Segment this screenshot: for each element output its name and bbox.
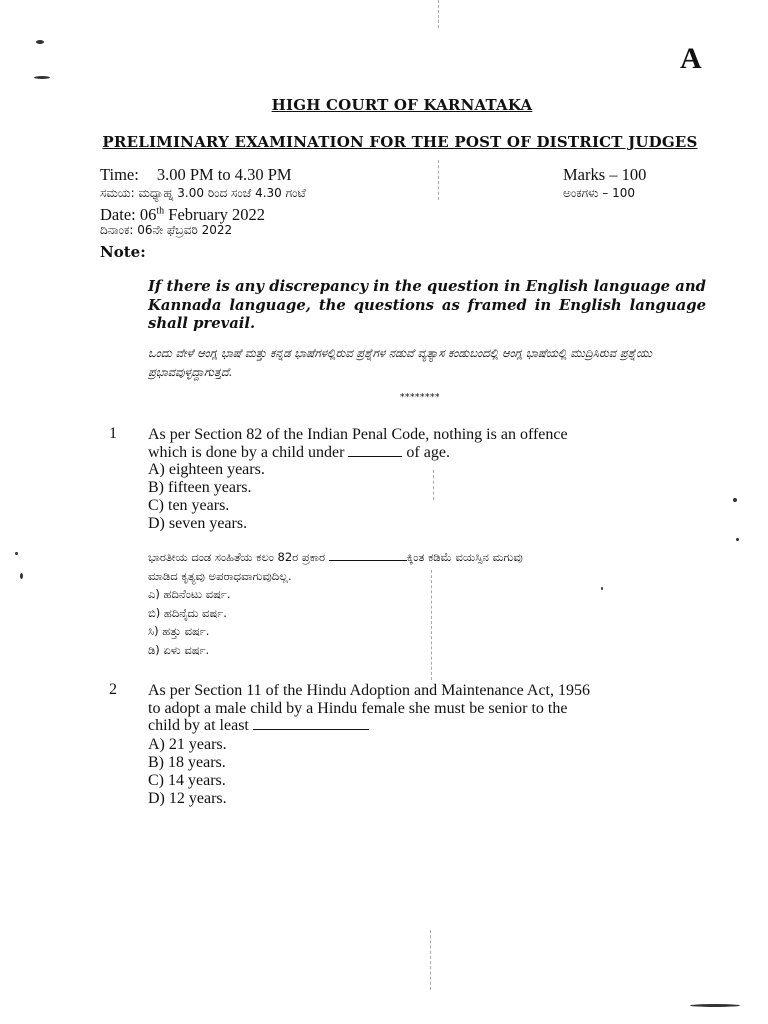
scan-speck <box>690 1004 740 1007</box>
exam-marks: Marks – 100 <box>563 165 647 184</box>
options-list <box>148 736 227 808</box>
scan-speck <box>34 76 50 79</box>
date-label: Date: <box>100 205 136 224</box>
time-value: 3.00 PM to 4.30 PM <box>156 165 292 184</box>
fold-mark <box>433 470 434 500</box>
time-label: Time: <box>100 165 139 184</box>
option-kannada-b: ಬಿ) ಹದಿನೈದು ವರ್ಷ. <box>148 605 227 620</box>
court-title: HIGH COURT OF KARNATAKA <box>271 96 533 114</box>
scan-speck <box>20 573 23 579</box>
exam-date <box>100 205 265 225</box>
option-kannada-c: ಸಿ) ಹತ್ತು ವರ್ಷ. <box>148 624 210 638</box>
exam-time <box>100 165 292 185</box>
options-list <box>148 461 265 533</box>
question-set-letter: A <box>680 42 702 75</box>
question-line <box>148 444 718 462</box>
question-line <box>148 717 708 735</box>
question-number: 2 <box>109 681 117 698</box>
marks-kannada: ಅಂಕಗಳು – 100 <box>563 186 635 200</box>
scan-speck <box>15 552 18 555</box>
question-line-part: child by at least <box>148 717 249 734</box>
question-line: As per Section 82 of the Indian Penal Code, nothing is an offence <box>148 426 568 443</box>
fold-mark <box>430 930 431 990</box>
question-line-part: which is done by a child under <box>148 443 345 461</box>
question-text <box>148 426 718 461</box>
option-b: B) fifteen years. <box>148 479 252 496</box>
date-day: 06 <box>139 205 157 224</box>
scan-speck <box>733 498 737 502</box>
scan-speck <box>36 40 44 44</box>
option-kannada-d: ಡಿ) ಏಳು ವರ್ಷ. <box>148 642 210 657</box>
date-kannada: ದಿನಾಂಕ: 06ನೇ ಫೆಬ್ರವರಿ 2022 <box>100 223 233 237</box>
option-kannada-a: ಎ) ಹದಿನೆಂಟು ವರ್ಷ. <box>148 587 231 601</box>
question-line-part: ಕ್ಕಿಂತ ಕಡಿಮೆ ವಯಸ್ಸಿನ ಮಗುವು <box>406 550 523 564</box>
question-line: to adopt a male child by a Hindu female she must be senior to the <box>148 699 568 717</box>
answer-blank <box>253 717 369 730</box>
fold-mark <box>438 160 439 200</box>
option-c: C) 14 years. <box>148 772 226 789</box>
option-d: D) seven years. <box>148 515 248 532</box>
option-b: B) 18 years. <box>148 754 226 771</box>
question-line: As per Section 11 of the Hindu Adoption and Maintenance Act, 1956 <box>148 682 590 699</box>
question-line-part: of age. <box>406 443 450 461</box>
question-text <box>148 682 708 735</box>
option-a: A) eighteen years. <box>148 461 265 478</box>
answer-blank <box>348 444 402 457</box>
date-month-year: February 2022 <box>168 205 265 224</box>
fold-mark <box>438 0 439 28</box>
option-c: C) ten years. <box>148 497 230 514</box>
question-kannada <box>148 548 718 659</box>
exam-title: PRELIMINARY EXAMINATION FOR THE POST OF DISTRICT JUDGES <box>102 133 698 151</box>
question-kannada-line: ಮಾಡಿದ ಕೃತ್ಯವು ಅಪರಾಧವಾಗುವುದಿಲ್ಲ. <box>148 568 292 583</box>
time-kannada: ಸಮಯ: ಮಧ್ಯಾಹ್ನ 3.00 ರಿಂದ ಸಂಜೆ 4.30 ಗಂಟೆ <box>100 186 306 200</box>
answer-blank <box>329 552 407 561</box>
note-english: If there is any discrepancy in the question in English language and Kannada language, the questions as framed in English language shall prevail. <box>148 278 706 332</box>
note-label: Note: <box>100 243 146 261</box>
separator: ******** <box>400 393 440 403</box>
date-suffix: th <box>156 205 165 217</box>
question-kannada-line <box>148 548 718 567</box>
question-line-part: ಭಾರತೀಯ ದಂಡ ಸಂಹಿತೆಯ ಕಲಂ 82ರ ಪ್ರಕಾರ <box>148 550 326 564</box>
question-number: 1 <box>109 425 117 442</box>
option-d: D) 12 years. <box>148 790 227 807</box>
option-a: A) 21 years. <box>148 736 227 753</box>
note-kannada: ಒಂದು ವೇಳೆ ಆಂಗ್ಲ ಭಾಷೆ ಮತ್ತು ಕನ್ನಡ ಭಾಷೆಗಳಲ್ಲಿರುವ ಪ್ರಶ್ನೆಗಳ ನಡುವೆ ವ್ಯತ್ಯಾಸ ಕಂಡುಬಂದಲ್ಲಿ ಆಂಗ್ಲ ಭಾಷೆಯಲ್ಲಿ ಮುದ್ರಿಸಿರುವ ಪ್ರಶ್ನೆಯು ಪ್ರಭಾವವುಳ್ಳದ್ದಾಗುತ್ತದೆ. <box>148 346 652 379</box>
scan-speck <box>736 538 739 541</box>
